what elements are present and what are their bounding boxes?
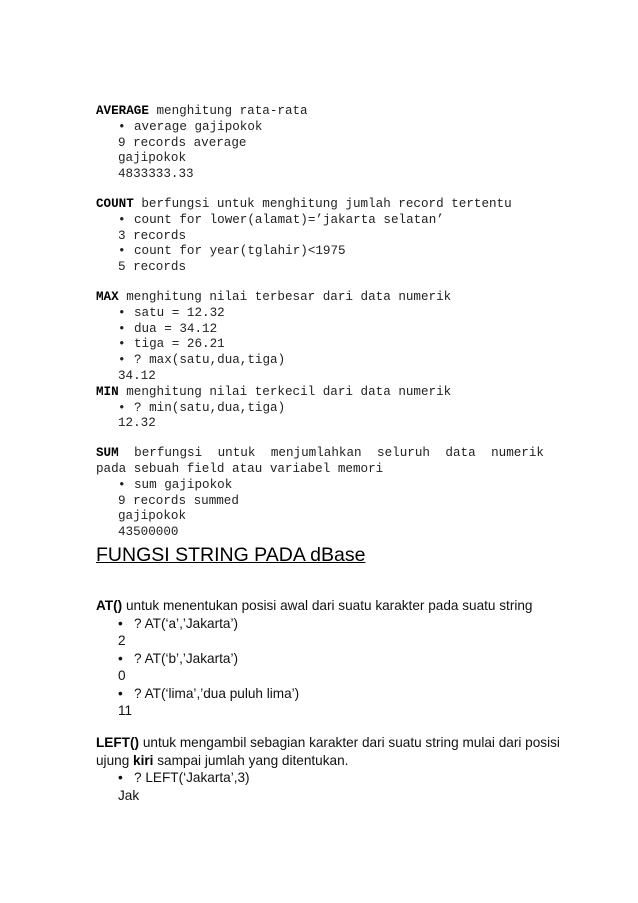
result-line xyxy=(96,151,544,167)
bullet-icon: • xyxy=(118,477,126,492)
bullet-item xyxy=(96,337,544,353)
result-line xyxy=(96,494,544,510)
line-text: dua = 34.12 xyxy=(134,321,218,336)
left-term: LEFT() xyxy=(96,735,140,751)
sum-term: SUM xyxy=(96,446,119,461)
sum-desc-line2: pada sebuah field atau variabel memori xyxy=(96,461,384,476)
left-desc2-post: sampai jumlah yang ditentukan. xyxy=(153,752,349,768)
line-text: gajipokok xyxy=(118,509,187,524)
bullet-icon: • xyxy=(118,650,123,666)
min-term: MIN xyxy=(96,384,119,399)
line-text: 3 records xyxy=(118,228,187,243)
bullet-item xyxy=(96,306,544,322)
line-text: 2 xyxy=(118,633,126,649)
bullet-icon: • xyxy=(118,770,123,786)
at-desc: untuk menentukan posisi awal dari suatu karakter pada suatu string xyxy=(122,597,533,613)
average-section xyxy=(96,104,544,183)
bullet-item xyxy=(96,244,544,260)
bullet-icon: • xyxy=(118,685,123,701)
result-line xyxy=(96,632,544,650)
bullet-item xyxy=(96,478,544,494)
line-text: count for year(tglahir)<1975 xyxy=(134,244,346,259)
left-desc: untuk mengambil sebagian karakter dari suatu string mulai dari posisi xyxy=(139,735,560,751)
bullet-icon: • xyxy=(118,119,126,134)
at-section xyxy=(96,597,544,720)
bullet-item xyxy=(96,650,544,668)
bullet-item xyxy=(96,120,544,136)
left-heading xyxy=(96,734,560,752)
sum-desc-word: menjumlahkan xyxy=(270,446,362,461)
line-text: 9 records average xyxy=(118,135,247,150)
sum-section xyxy=(96,446,544,541)
bullet-icon: • xyxy=(118,615,123,631)
result-line xyxy=(96,416,544,432)
line-text: ? AT(‘b’,’Jakarta’) xyxy=(134,650,238,666)
line-text: 4833333.33 xyxy=(118,167,194,182)
bullet-item xyxy=(96,769,544,787)
at-term: AT() xyxy=(96,597,123,613)
count-heading xyxy=(96,197,544,213)
line-text: 12.32 xyxy=(118,416,156,431)
average-lines xyxy=(96,120,544,183)
line-text: sum gajipokok xyxy=(134,477,233,492)
at-lines xyxy=(96,615,544,721)
sum-desc-word: seluruh xyxy=(377,446,430,461)
left-desc-line2 xyxy=(96,752,544,770)
min-heading xyxy=(96,385,544,401)
line-text: gajipokok xyxy=(118,151,187,166)
line-text: Jak xyxy=(118,787,140,803)
max-heading xyxy=(96,290,544,306)
count-desc: berfungsi untuk menghitung jumlah record tertentu xyxy=(133,196,512,211)
sum-desc-word: untuk xyxy=(217,446,256,461)
bullet-item xyxy=(96,401,544,417)
max-section xyxy=(96,290,544,385)
line-text: satu = 12.32 xyxy=(134,305,225,320)
string-functions-heading: FUNGSI STRING PADA dBase xyxy=(96,543,366,566)
line-text: ? LEFT(‘Jakarta’,3) xyxy=(134,770,250,786)
bullet-icon: • xyxy=(118,212,126,227)
bullet-item xyxy=(96,213,544,229)
line-text: average gajipokok xyxy=(134,119,263,134)
bullet-item xyxy=(96,685,544,703)
line-text: 43500000 xyxy=(118,525,179,540)
left-desc2-bold: kiri xyxy=(133,752,154,768)
line-text: ? max(satu,dua,tiga) xyxy=(134,353,286,368)
line-text: ? AT(‘lima’,’dua puluh lima’) xyxy=(134,685,300,701)
min-section xyxy=(96,385,544,432)
result-line xyxy=(96,136,544,152)
average-term: AVERAGE xyxy=(96,104,149,118)
min-lines xyxy=(96,401,544,433)
result-line xyxy=(96,702,544,720)
sum-heading xyxy=(96,446,544,462)
document-page xyxy=(96,104,560,804)
average-heading xyxy=(96,104,544,120)
bullet-icon: • xyxy=(118,305,126,320)
bullet-icon: • xyxy=(118,400,126,415)
result-line xyxy=(96,229,544,245)
line-text: tiga = 26.21 xyxy=(134,337,225,352)
at-heading xyxy=(96,597,544,615)
left-section xyxy=(96,734,560,804)
average-desc: menghitung rata-rata xyxy=(148,104,308,118)
result-line xyxy=(96,509,544,525)
max-desc: menghitung nilai terbesar dari data numerik xyxy=(118,289,452,304)
bullet-icon: • xyxy=(118,244,126,259)
result-line xyxy=(96,167,544,183)
line-text: count for lower(alamat)=’jakarta selatan’ xyxy=(134,212,444,227)
sum-desc-word: data xyxy=(445,446,476,461)
sum-lines xyxy=(96,478,544,541)
count-lines xyxy=(96,213,544,276)
result-line xyxy=(96,525,544,541)
line-text: 0 xyxy=(118,668,126,684)
max-term: MAX xyxy=(96,289,119,304)
line-text: ? min(satu,dua,tiga) xyxy=(134,400,286,415)
bullet-icon: • xyxy=(118,321,126,336)
left-desc2-pre: ujung xyxy=(96,752,134,768)
line-text: 9 records summed xyxy=(118,493,239,508)
count-section xyxy=(96,197,544,276)
bullet-icon: • xyxy=(118,337,126,352)
line-text: 5 records xyxy=(118,260,187,275)
left-lines xyxy=(96,769,544,804)
line-text: ? AT(‘a’,’Jakarta’) xyxy=(134,615,238,631)
result-line xyxy=(96,787,544,805)
result-line xyxy=(96,260,544,276)
result-line xyxy=(96,667,544,685)
bullet-item xyxy=(96,353,544,369)
result-line xyxy=(96,369,544,385)
max-lines xyxy=(96,306,544,385)
sum-desc-word: berfungsi xyxy=(134,446,203,461)
sum-desc-word: numerik xyxy=(491,446,544,461)
line-text: 34.12 xyxy=(118,368,156,383)
bullet-item xyxy=(96,615,544,633)
bullet-icon: • xyxy=(118,353,126,368)
count-term: COUNT xyxy=(96,196,134,211)
line-text: 11 xyxy=(118,703,133,719)
min-desc: menghitung nilai terkecil dari data numerik xyxy=(118,384,452,399)
bullet-item xyxy=(96,322,544,338)
